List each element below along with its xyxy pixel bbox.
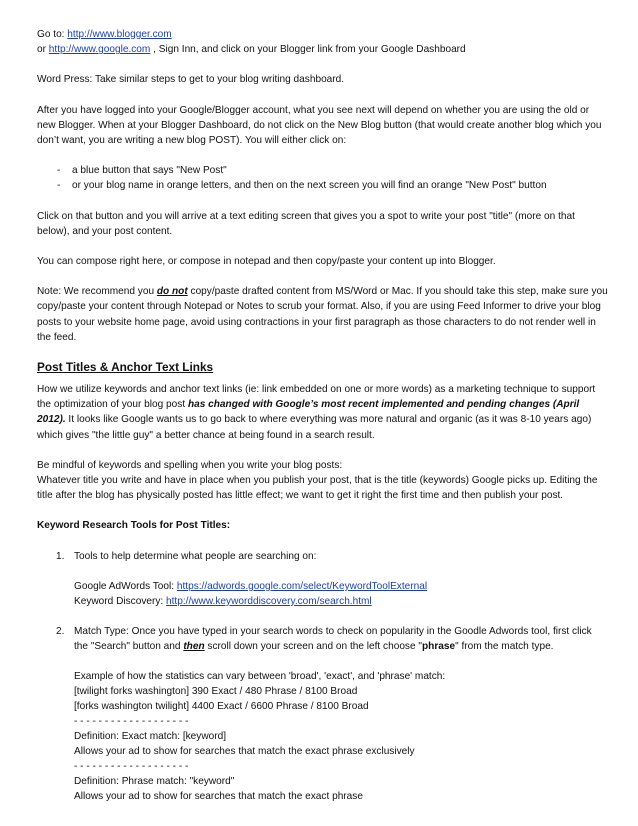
match-type-then: then (183, 641, 205, 653)
wordpress-paragraph: Word Press: Take similar steps to get to your blog writing dashboard. (37, 74, 345, 86)
list-item (37, 178, 608, 193)
blogger-link[interactable]: http://www.blogger.com (67, 29, 172, 40)
tools-text: Tools to help determine what people are searching on: (74, 550, 317, 562)
match-type-after: " from the match type. (455, 641, 554, 653)
note-emphasis: do not (156, 286, 188, 298)
example-intro: Example of how the statistics can vary between 'broad', 'exact', and 'phrase' match: (74, 671, 446, 683)
separator: - - - - - - - - - - - - - - - - - - - (74, 716, 189, 728)
note-paragraph (37, 284, 608, 345)
keyword-tools-heading (37, 518, 608, 533)
list-number: 1. (56, 550, 65, 562)
discovery-link[interactable]: http://www.keyworddiscovery.com/search.html (166, 595, 372, 607)
mindful-line1: Be mindful of keywords and spelling when you write your blog posts: (37, 459, 343, 471)
note-after: copy/paste drafted content from MS/Word or Mac. If you should take this step, make sure you copy/paste your content through Notepad or Notes to scrub your format. Also, if you are using Feed Informer to drive your blog posts to your website home page, avoid using contractions in your first paragraph as those characters to do not render well in the feed. (37, 286, 608, 343)
compose-paragraph: You can compose right here, or compose in notepad and then copy/paste your content up into Blogger. (37, 256, 496, 268)
utilize-paragraph (37, 382, 608, 443)
bullet-dash: - (57, 180, 61, 192)
note-before: Note: We recommend you (37, 286, 157, 298)
mindful-line2: Whatever title you write and have in place when you publish your post, that is the title (keywords) Google picks up. Editing the title after the blog has physically posted has little effect; we want to get it right the first time and then publish your post. (37, 475, 598, 502)
example-line: [forks washington twilight] 4400 Exact / 6600 Phrase / 8100 Broad (74, 701, 369, 713)
definition-exact: Definition: Exact match: [keyword] (74, 731, 227, 743)
definition-phrase: Definition: Phrase match: "keyword" (74, 776, 235, 788)
list-item (37, 549, 608, 609)
discovery-label: Keyword Discovery: (74, 595, 166, 607)
tools-links (74, 579, 608, 609)
match-type-middle: scroll down your screen and on the left choose " (204, 641, 422, 653)
section-title: Post Titles & Anchor Text Links (37, 360, 214, 375)
after-login-paragraph: After you have logged into your Google/Blogger account, what you see next will depend on whether you are using the old or new Blogger. When at your Blogger Dashboard, do not click on the New Blog button (that would create another blog which you don’t want, you are writing a new blog POST). You will either click on: (37, 104, 602, 147)
bullet-text: or your blog name in orange letters, and then on the next screen you will find an orange "New Post" button (72, 180, 547, 192)
keyword-tools-list (37, 549, 608, 805)
google-after-text: , Sign Inn, and click on your Blogger link from your Google Dashboard (150, 44, 466, 56)
list-number: 2. (56, 625, 65, 637)
goto-label: Go to: (37, 29, 68, 40)
bullet-dash: - (57, 165, 61, 177)
adwords-link[interactable]: https://adwords.google.com/select/KeywordToolExternal (176, 580, 428, 592)
match-examples (74, 669, 608, 804)
match-type-phrase: phrase (421, 641, 456, 653)
google-link[interactable]: http://www.google.com (48, 44, 151, 56)
utilize-before: How we utilize keywords and anchor text links (ie: link embedded on one or more words) as a marketing technique to support the optimization of your blog post (37, 384, 596, 411)
list-item (37, 163, 608, 178)
bullet-text: a blue button that says "New Post" (72, 165, 227, 177)
intro-paragraph (37, 27, 608, 57)
separator: - - - - - - - - - - - - - - - - - - - (74, 761, 189, 773)
adwords-label: Google AdWords Tool: (74, 580, 177, 592)
keyword-tools-heading-text: Keyword Research Tools for Post Titles: (37, 520, 231, 532)
match-type-before: Match Type: Once you have typed in your search words to check on popularity in the Goodle Adwords tool, first click the "Search" button and (74, 625, 592, 653)
allows-exact: Allows your ad to show for searches that match the exact phrase exclusively (74, 746, 415, 758)
utilize-bold-italic: has changed with Google’s most recent implemented and pending changes (April 2012). (37, 399, 580, 426)
discovery-line (74, 594, 608, 609)
click-paragraph: Click on that button and you will arrive at a text editing screen that gives you a spot to write your post "title" (more on that below), and your post content. (37, 210, 575, 237)
mindful-paragraph (37, 458, 608, 504)
or-label: or (37, 44, 49, 56)
example-line: [twilight forks washington] 390 Exact / 480 Phrase / 8100 Broad (74, 686, 358, 698)
list-item (37, 624, 608, 804)
button-options-list (37, 163, 608, 193)
adwords-line (74, 579, 608, 594)
allows-phrase: Allows your ad to show for searches that match the exact phrase (74, 791, 363, 803)
utilize-after: It looks like Google wants us to go back to where everything was more natural and organic (as it was 8-10 years ago) which gives "the little guy" a better chance at being found in a search result. (37, 414, 592, 441)
